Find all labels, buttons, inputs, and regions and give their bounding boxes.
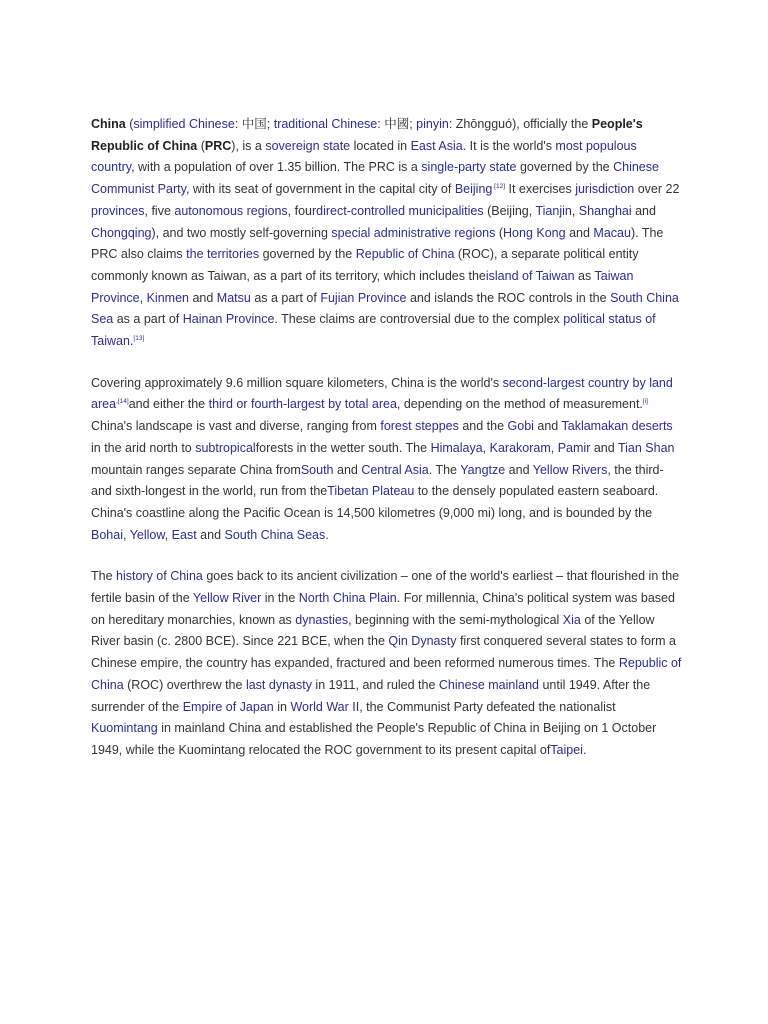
- text-run: and: [196, 527, 225, 542]
- text-run: China's landscape is vast and diverse, ranging from: [91, 397, 652, 434]
- text-run: and: [565, 225, 594, 240]
- text-run: goes back to its ancient civilization – one of the world's earliest – that flourished in the fertile basin of the: [91, 569, 683, 606]
- paragraph-history: [91, 566, 683, 761]
- citation-link[interactable]: [13]: [133, 335, 145, 343]
- text-run: , four: [287, 203, 317, 218]
- bold-term: China: [91, 117, 126, 131]
- article-link[interactable]: Taklamakan deserts: [561, 419, 673, 434]
- article-link[interactable]: Macau: [593, 225, 631, 240]
- text-run: in: [273, 699, 291, 714]
- text-run: (: [125, 117, 134, 131]
- text-run: (ROC) overthrew the: [123, 677, 246, 692]
- text-run: ,: [139, 290, 147, 305]
- article-link[interactable]: Yellow River: [192, 591, 262, 606]
- article-link[interactable]: Kuomintang: [91, 721, 158, 736]
- article-link[interactable]: Tibetan Plateau: [327, 484, 415, 499]
- text-run: in mainland China and established the People's Republic of China in Beijing on 1 October 1949, while the Kuomintang relocated the ROC government to its present capital of: [91, 721, 660, 757]
- article-link[interactable]: Republic of China: [355, 247, 455, 262]
- text-run: over 22: [634, 182, 683, 197]
- text-run: and: [590, 440, 618, 455]
- article-link[interactable]: Fujian Province: [320, 290, 407, 305]
- text-run: and either the: [128, 397, 209, 412]
- article-link[interactable]: forest steppes: [380, 419, 459, 434]
- article-link[interactable]: Tian Shan: [617, 440, 675, 455]
- paragraph-intro: [91, 114, 683, 353]
- article-link[interactable]: Chinese Communist Party: [91, 160, 663, 197]
- bold-term: People's Republic of China: [91, 117, 647, 153]
- text-run: , the Communist Party defeated the nationalist: [359, 699, 620, 714]
- article-link[interactable]: East Asia: [410, 138, 463, 153]
- article-link[interactable]: World War II: [290, 699, 360, 714]
- article-link[interactable]: Kinmen: [146, 290, 189, 305]
- text-run: and: [505, 462, 533, 477]
- article-link[interactable]: Beijing: [454, 182, 493, 197]
- article-link[interactable]: dynasties: [295, 612, 349, 627]
- article-link[interactable]: Pamir: [557, 440, 591, 455]
- text-run: .: [129, 334, 134, 349]
- text-run: (: [495, 225, 504, 240]
- text-run: first conquered several states to form a Chinese empire, the country has expanded, fractured and been reformed numerous times. The: [91, 634, 680, 671]
- article-link[interactable]: Matsu: [216, 290, 251, 305]
- text-run: (: [197, 138, 205, 153]
- article-link[interactable]: second-largest country by land area: [91, 375, 677, 412]
- article-link[interactable]: single-party state: [421, 160, 517, 175]
- text-run: .: [325, 527, 329, 542]
- text-run: , beginning with the semi-mythological: [348, 612, 563, 627]
- text-run: ,: [571, 203, 579, 218]
- text-run: ). The PRC also claims: [91, 225, 667, 262]
- article-link[interactable]: Taiwan Province: [91, 268, 637, 305]
- text-run: It exercises: [505, 182, 576, 197]
- article-link[interactable]: special administrative regions: [331, 225, 496, 240]
- article-link[interactable]: Shanghai: [578, 203, 632, 218]
- citation-link[interactable]: .[12]: [492, 183, 506, 191]
- text-run: ), and two mostly self-governing: [151, 225, 332, 240]
- text-run: as a part of: [113, 312, 183, 327]
- article-link[interactable]: Qin Dynasty: [388, 634, 457, 649]
- article-link[interactable]: Republic of China: [91, 656, 685, 692]
- bold-term: PRC: [204, 138, 232, 153]
- text-run: : Zhōngguó), officially the: [448, 117, 592, 131]
- text-run: : 中国;: [234, 117, 274, 131]
- article-link[interactable]: subtropical: [195, 440, 256, 455]
- article-link[interactable]: autonomous regions: [174, 203, 288, 218]
- article-link[interactable]: North China Plain: [298, 591, 397, 606]
- text-run: as a part of: [250, 290, 321, 305]
- text-run: The: [91, 569, 117, 584]
- text-run: . It is the world's: [462, 138, 556, 153]
- text-run: : 中國;: [377, 117, 417, 131]
- text-run: ,: [164, 527, 172, 542]
- article-link[interactable]: Yellow Rivers: [532, 462, 608, 477]
- article-link[interactable]: Yellow: [129, 527, 165, 542]
- article-link[interactable]: South: [300, 462, 334, 477]
- article-link[interactable]: sovereign state: [265, 138, 351, 153]
- text-run: mountain ranges separate China from: [91, 440, 678, 477]
- article-link[interactable]: Central Asia: [361, 462, 429, 477]
- text-run: forests in the wetter south. The: [255, 440, 431, 455]
- text-run: and the: [458, 419, 508, 434]
- article-link[interactable]: South China Sea: [91, 290, 683, 327]
- article-link[interactable]: Chinese mainland: [438, 677, 539, 692]
- text-run: governed by the: [259, 247, 356, 262]
- article-link[interactable]: direct-controlled municipalities: [316, 203, 484, 218]
- citation-link[interactable]: [i]: [642, 398, 648, 406]
- article-link[interactable]: political status of Taiwan: [91, 312, 659, 349]
- document-page: [91, 114, 683, 782]
- article-link[interactable]: Gobi: [507, 419, 534, 434]
- article-link[interactable]: Hainan Province: [182, 312, 275, 327]
- text-run: in 1911, and ruled the: [311, 677, 439, 692]
- text-run: to the densely populated eastern seaboard. China's coastline along the Pacific Ocean is 14,500 kilometres (9,000 mi) long, and is bounded by the: [91, 484, 662, 520]
- text-run: governed by the: [516, 160, 614, 175]
- text-run: . The: [428, 462, 461, 477]
- text-run: .: [582, 742, 587, 757]
- article-link[interactable]: South China Seas: [224, 527, 326, 542]
- text-run: , depending on the method of measurement.: [396, 397, 643, 412]
- paragraph-geography: [91, 373, 683, 547]
- article-link[interactable]: island of Taiwan: [485, 268, 575, 283]
- article-link[interactable]: third or fourth-largest by total area: [208, 397, 397, 412]
- text-run: and: [533, 419, 562, 434]
- text-run: , five: [144, 203, 175, 218]
- article-link[interactable]: Yangtze: [460, 462, 506, 477]
- text-run: (Beijing,: [483, 203, 536, 218]
- text-run: until 1949. After the surrender of the: [91, 677, 654, 714]
- article-link[interactable]: the territories: [186, 247, 260, 262]
- article-link[interactable]: Karakoram: [489, 440, 551, 455]
- text-run: and: [188, 290, 217, 305]
- text-run: . These claims are controversial due to the complex: [274, 312, 564, 327]
- text-run: , with a population of over 1.35 billion. The PRC is a: [131, 160, 422, 175]
- article-link[interactable]: East: [171, 527, 197, 542]
- article-link[interactable]: jurisdiction: [575, 182, 635, 197]
- article-link[interactable]: Hong Kong: [503, 225, 566, 240]
- article-link[interactable]: most populous country: [91, 138, 641, 175]
- article-link[interactable]: Xia: [562, 612, 581, 627]
- text-run: , the third- and sixth-longest in the world, run from the: [91, 462, 668, 499]
- text-run: , with its seat of government in the capital city of: [185, 182, 455, 197]
- article-link[interactable]: Empire of Japan: [182, 699, 274, 714]
- citation-link[interactable]: ,[14]: [116, 398, 129, 406]
- text-run: (ROC), a separate political entity commonly known as Taiwan, as a part of its territory, which includes the: [91, 247, 642, 283]
- text-run: ,: [550, 440, 558, 455]
- article-link[interactable]: Taipei: [550, 742, 583, 757]
- article-link[interactable]: Tianjin: [535, 203, 572, 218]
- article-link[interactable]: pinyin: [416, 117, 449, 131]
- article-link[interactable]: provinces: [91, 203, 145, 218]
- article-link[interactable]: traditional Chinese: [273, 117, 378, 131]
- text-run: ), is a: [231, 138, 266, 153]
- text-run: and islands the ROC controls in the: [406, 290, 611, 305]
- article-link[interactable]: Himalaya: [430, 440, 483, 455]
- article-link[interactable]: simplified Chinese: [133, 117, 235, 131]
- text-run: and: [333, 462, 362, 477]
- text-run: Covering approximately 9.6 million square kilometers, China is the world's: [91, 375, 503, 390]
- article-link[interactable]: Bohai: [91, 527, 123, 542]
- text-run: of the Yellow River basin (c. 2800 BCE). Since 221 BCE, when the: [91, 612, 659, 649]
- text-run: located in: [350, 138, 411, 153]
- article-link[interactable]: Chongqing: [91, 225, 152, 240]
- text-run: ,: [482, 440, 490, 455]
- article-link[interactable]: history of China: [116, 569, 203, 584]
- text-run: as: [574, 268, 595, 283]
- article-link[interactable]: last dynasty: [245, 677, 312, 692]
- text-run: in the arid north to: [91, 419, 677, 455]
- text-run: and: [631, 203, 660, 218]
- text-run: in the: [261, 591, 299, 606]
- text-run: ,: [122, 527, 130, 542]
- text-run: . For millennia, China's political system was based on hereditary monarchies, known as: [91, 591, 679, 627]
